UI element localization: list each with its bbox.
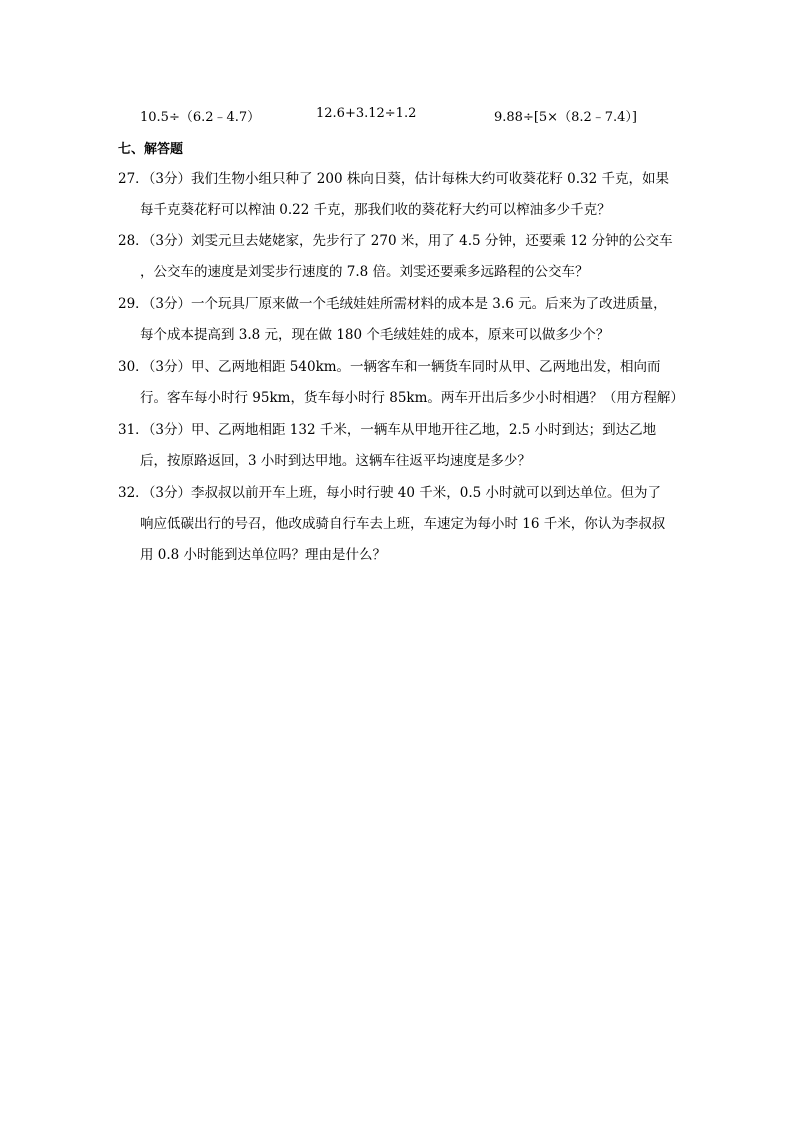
section-title: 七、解答题 (118, 142, 184, 157)
question-29-line-2: 每个成本提高到 3.8 元，现在做 180 个毛绒娃娃的成本，原来可以做多少个？ (140, 327, 610, 343)
expression-1: 10.5÷（6.2﹣4.7） (140, 110, 261, 125)
question-32-line-3: 用 0.8 小时能到达单位吗？理由是什么？ (140, 547, 387, 563)
question-32-line-2: 响应低碳出行的号召，他改成骑自行车去上班，车速定为每小时 16 千米，你认为李叔叔 (140, 516, 666, 532)
question-29 (118, 289, 678, 351)
expression-2: 12.6+3.12÷1.2 (316, 106, 417, 121)
question-32 (118, 478, 678, 571)
calculation-expressions-row (0, 106, 794, 126)
question-27-line-1: 27．（3分）我们生物小组只种了 200 株向日葵，估计每株大约可收葵花籽 0.32 千克，如果 (118, 171, 670, 187)
expression-3: 9.88÷[5×（8.2﹣7.4）] (494, 110, 637, 125)
question-28 (118, 226, 678, 288)
question-30-line-1: 30．（3分）甲、乙两地相距 540km。一辆客车和一辆货车同时从甲、乙两地出发，相向而 (118, 359, 661, 375)
question-28-line-2: ，公交车的速度是刘雯步行速度的 7.8 倍。刘雯还要乘多远路程的公交车？ (140, 264, 589, 280)
question-31 (118, 415, 678, 477)
question-27 (118, 164, 678, 226)
question-28-line-1: 28．（3分）刘雯元旦去姥姥家，先步行了 270 米，用了 4.5 分钟，还要乘 12 分钟的公交车 (118, 233, 673, 249)
question-31-line-2: 后，按原路返回，3 小时到达甲地。这辆车往返平均速度是多少？ (140, 453, 531, 469)
question-29-line-1: 29．（3分）一个玩具厂原来做一个毛绒娃娃所需材料的成本是 3.6 元。后来为了改进质量， (118, 296, 667, 312)
question-30 (118, 352, 684, 414)
question-32-line-1: 32．（3分）李叔叔以前开车上班，每小时行驶 40 千米，0.5 小时就可以到达单位。但为了 (118, 485, 662, 501)
question-30-line-2: 行。客车每小时行 95km，货车每小时行 85km。两车开出后多少小时相遇？（用方程解） (140, 390, 684, 406)
question-31-line-1: 31．（3分）甲、乙两地相距 132 千米，一辆车从甲地开往乙地，2.5 小时到达；到达乙地 (118, 422, 657, 438)
question-27-line-2: 每千克葵花籽可以榨油 0.22 千克，那我们收的葵花籽大约可以榨油多少千克？ (140, 202, 611, 218)
